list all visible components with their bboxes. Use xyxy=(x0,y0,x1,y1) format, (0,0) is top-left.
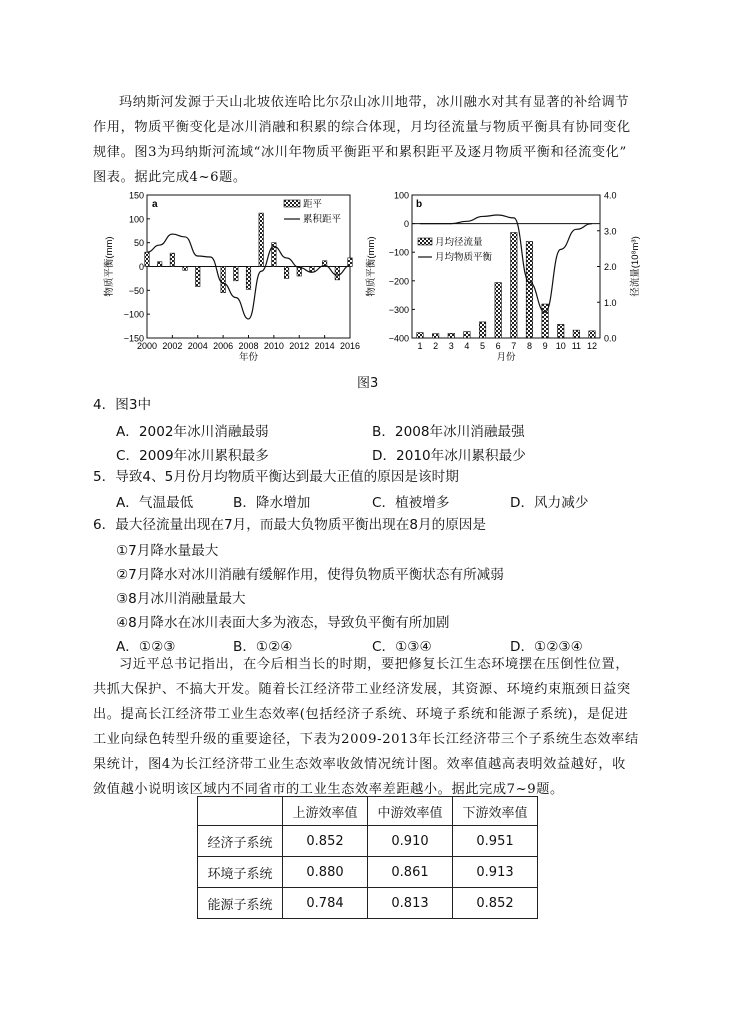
x-tick-label: 2008 xyxy=(238,341,259,351)
x-tick-label: 2014 xyxy=(314,341,335,351)
bar-anomaly xyxy=(234,267,239,281)
q5-option-d[interactable]: D．风力减少 xyxy=(510,495,589,511)
y-tick-label: −100 xyxy=(388,247,409,258)
table-cell: 环境子系统 xyxy=(198,857,283,888)
line-monthly-mass-balance xyxy=(420,215,592,312)
question-6-stem: 6．最大径流量出现在7月，而最大负物质平衡出现在8月的原因是 xyxy=(93,517,486,533)
y-tick-label: −150 xyxy=(123,333,144,344)
legend-swatch-bar xyxy=(284,200,300,207)
bar-monthly-runoff xyxy=(526,241,533,338)
x-tick-label: 7 xyxy=(511,341,517,351)
x-axis-title: 年份 xyxy=(238,352,259,363)
y-right-axis-title: 径流量(10⁸m³) xyxy=(630,236,641,297)
bar-anomaly xyxy=(145,252,150,266)
intro1-line: 玛纳斯河发源于天山北坡依连哈比尔尕山冰川地带，冰川融水对其有显著的补给调节 xyxy=(119,95,630,110)
chart-b xyxy=(362,188,652,366)
intro2-line: 果统计，图4为长江经济带工业生态效率收敛情况统计图。效率值越高表明效益越好，收 xyxy=(93,757,626,772)
y-tick-label: 0 xyxy=(403,219,409,230)
x-tick-label: 2010 xyxy=(263,341,284,351)
x-tick-label: 2000 xyxy=(136,341,158,351)
y-tick-label: 100 xyxy=(393,190,409,201)
bar-monthly-runoff xyxy=(464,332,471,338)
y-right-tick-label: 4.0 xyxy=(604,190,617,201)
table-row xyxy=(198,888,538,919)
question-4-stem: 4．图3中 xyxy=(93,397,152,413)
table-cell: 0.813 xyxy=(368,888,453,919)
intro-paragraph-2 xyxy=(93,652,673,802)
legend-swatch-bar xyxy=(418,238,432,245)
table-header-cell: 下游效率值 xyxy=(453,797,538,826)
q4-option-a[interactable]: A．2002年冰川消融最弱 xyxy=(116,424,269,440)
x-tick-label: 9 xyxy=(542,341,548,351)
q5-option-c[interactable]: C．植被增多 xyxy=(372,495,450,511)
table-header-row xyxy=(198,797,538,826)
q5-option-a[interactable]: A．气温最低 xyxy=(116,495,194,511)
intro2-line: 共抓大保护、不搞大开发。随着长江经济带工业经济发展，其资源、环境约束瓶颈日益突 xyxy=(93,682,631,697)
table-row xyxy=(198,857,538,888)
y-right-tick-label: 3.0 xyxy=(604,226,617,237)
table-cell: 0.861 xyxy=(368,857,453,888)
q4-option-d[interactable]: D．2010年冰川累积最少 xyxy=(372,448,526,464)
x-tick-label: 2016 xyxy=(339,341,361,351)
q4-option-c[interactable]: C．2009年冰川累积最多 xyxy=(116,448,269,464)
q6-item-3: ③8月冰川消融量最大 xyxy=(116,591,246,607)
table-header-cell: 上游效率值 xyxy=(283,797,368,826)
y-tick-label: −400 xyxy=(388,333,409,344)
x-tick-label: 2 xyxy=(433,341,439,351)
table-cell: 0.913 xyxy=(453,857,538,888)
q6-option-c[interactable]: C．①③④ xyxy=(372,639,432,655)
q4-option-b[interactable]: B．2008年冰川消融最强 xyxy=(372,424,525,440)
x-tick-label: 8 xyxy=(526,341,532,351)
bar-anomaly xyxy=(221,267,226,293)
y-right-tick-label: 2.0 xyxy=(604,262,617,272)
bar-anomaly xyxy=(259,213,264,266)
panel-label: a xyxy=(152,199,158,210)
y-tick-label: 50 xyxy=(133,238,144,249)
x-tick-label: 10 xyxy=(555,341,566,351)
y-tick-label: −200 xyxy=(388,276,409,287)
table-header-cell: 中游效率值 xyxy=(368,797,453,826)
question-5-stem: 5．导致4、5月份月均物质平衡达到最大正值的原因是该时期 xyxy=(93,469,459,485)
intro1-line: 图表。据此完成4~6题。 xyxy=(93,170,247,185)
bar-monthly-runoff xyxy=(479,322,486,338)
table-cell: 能源子系统 xyxy=(198,888,283,919)
q6-option-d[interactable]: D．①②③④ xyxy=(510,639,583,655)
intro2-line: 敛值越小说明该区域内不同省市的工业生态效率差距越小。据此完成7~9题。 xyxy=(93,782,564,797)
y-axis-title: 物质平衡(mm) xyxy=(104,236,115,297)
bar-monthly-runoff xyxy=(557,324,564,338)
x-tick-label: 2006 xyxy=(213,341,234,351)
intro1-line: 作用，物质平衡变化是冰川消融和积累的综合体现，月均径流量与物质平衡具有协同变化 xyxy=(93,120,631,135)
bar-monthly-runoff xyxy=(511,233,518,338)
x-tick-label: 6 xyxy=(495,341,501,351)
table-cell: 0.784 xyxy=(283,888,368,919)
bar-monthly-runoff xyxy=(448,333,455,338)
intro-paragraph-1 xyxy=(93,90,673,190)
legend-label: 月均物质平衡 xyxy=(435,252,493,263)
x-tick-label: 1 xyxy=(417,341,423,351)
bar-anomaly xyxy=(335,267,340,280)
legend-label: 月均径流量 xyxy=(435,237,483,248)
q5-option-b[interactable]: B．降水增加 xyxy=(233,495,311,511)
bar-anomaly xyxy=(170,253,175,266)
y-tick-label: −50 xyxy=(128,285,144,296)
q6-item-4: ④8月降水在冰川表面大多为液态，导致负平衡有所加剧 xyxy=(116,615,450,631)
q6-item-1: ①7月降水量最大 xyxy=(116,543,219,559)
legend-label: 累积距平 xyxy=(303,214,342,225)
efficiency-table xyxy=(197,796,538,919)
table-cell: 0.880 xyxy=(283,857,368,888)
y-tick-label: 150 xyxy=(128,190,144,201)
q6-option-a[interactable]: A．①②③ xyxy=(116,639,176,655)
table-cell: 0.951 xyxy=(453,826,538,857)
y-right-tick-label: 0.0 xyxy=(604,333,617,344)
x-tick-label: 12 xyxy=(586,341,598,351)
table-header-cell xyxy=(198,797,283,826)
y-tick-label: 100 xyxy=(128,214,144,225)
table-cell: 0.852 xyxy=(453,888,538,919)
bar-anomaly xyxy=(246,267,251,290)
intro2-line: 工业向绿色转型升级的重要途径，下表为2009-2013年长江经济带三个子系统生态效率结 xyxy=(93,732,639,747)
panel-label: b xyxy=(416,199,423,210)
bar-anomaly xyxy=(310,267,315,273)
x-tick-label: 2012 xyxy=(289,341,310,351)
x-tick-label: 11 xyxy=(571,341,582,351)
table-cell: 0.852 xyxy=(283,826,368,857)
table-cell: 0.910 xyxy=(368,826,453,857)
bar-anomaly xyxy=(196,267,201,287)
x-tick-label: 2002 xyxy=(162,341,183,351)
bar-monthly-runoff xyxy=(495,283,502,338)
y-tick-label: −300 xyxy=(388,304,409,315)
table-row xyxy=(198,826,538,857)
bar-monthly-runoff xyxy=(589,331,596,338)
table-cell: 经济子系统 xyxy=(198,826,283,857)
y-tick-label: −100 xyxy=(123,309,144,320)
figure-caption: 图3 xyxy=(357,376,379,391)
x-tick-label: 4 xyxy=(464,341,470,351)
legend-label: 距平 xyxy=(303,199,323,210)
q6-option-b[interactable]: B．①②④ xyxy=(233,639,293,655)
x-axis-title: 月份 xyxy=(496,352,516,363)
q6-item-2: ②7月降水对冰川消融有缓解作用，使得负物质平衡状态有所减弱 xyxy=(116,567,504,583)
bar-monthly-runoff xyxy=(573,330,580,338)
bar-monthly-runoff xyxy=(417,333,424,338)
x-tick-label: 2004 xyxy=(187,341,208,351)
bar-anomaly xyxy=(157,262,162,267)
intro1-line: 规律。图3为玛纳斯河流域“冰川年物质平衡距平和累积距平及逐月物质平衡和径流变化” xyxy=(93,145,627,160)
y-axis-title: 物质平衡(mm) xyxy=(366,236,377,297)
intro2-line: 习近平总书记指出，在今后相当长的时期，要把修复长江生态环境摆在压倒性位置， xyxy=(119,657,630,672)
intro2-line: 出。提高长江经济带工业生态效率(包括经济子系统、环境子系统和能源子系统)，是促进 xyxy=(93,707,629,722)
bar-anomaly xyxy=(284,267,289,279)
x-tick-label: 3 xyxy=(448,341,454,351)
chart-a xyxy=(100,188,370,366)
y-tick-label: 0 xyxy=(138,262,144,272)
bar-anomaly xyxy=(183,267,188,271)
bar-monthly-runoff xyxy=(432,334,439,338)
y-right-tick-label: 1.0 xyxy=(604,297,617,308)
x-tick-label: 5 xyxy=(480,341,486,351)
